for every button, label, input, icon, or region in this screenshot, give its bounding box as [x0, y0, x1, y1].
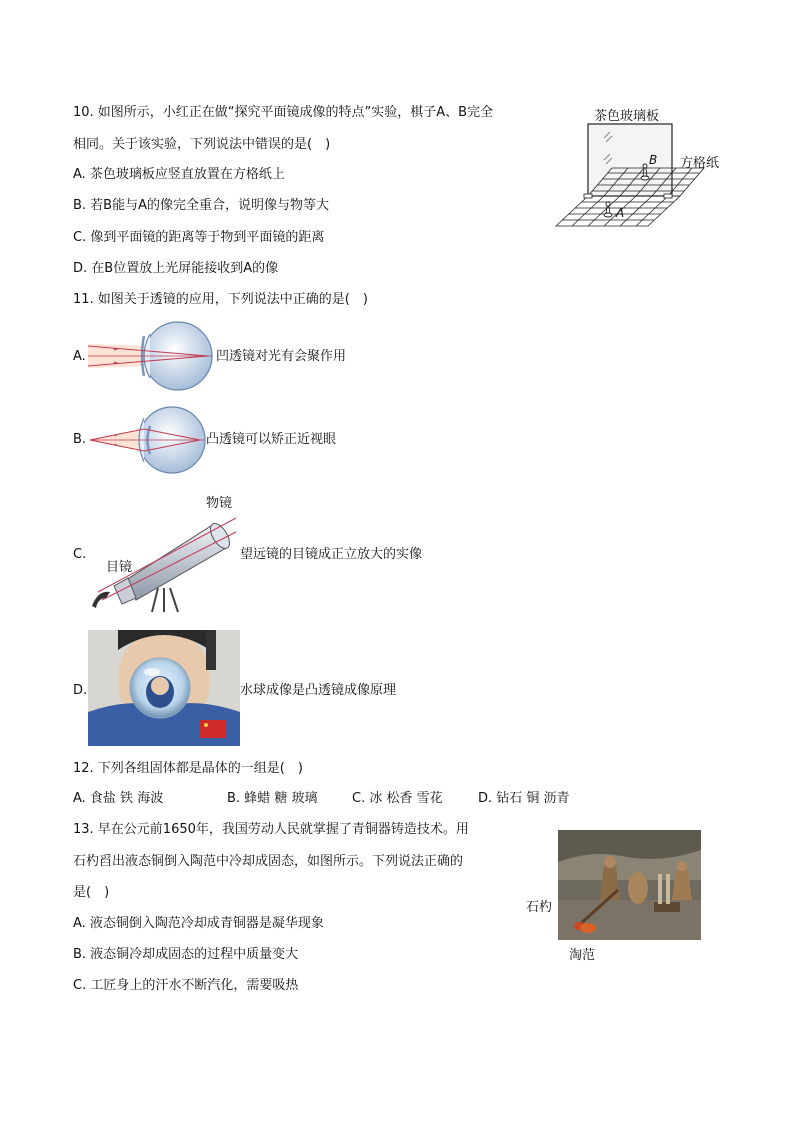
label-objective: 物镜	[206, 496, 233, 511]
q12-option-b[interactable]: B. 蜂蜡 糖 玻璃	[227, 791, 318, 806]
q10-option-a[interactable]: A. 茶色玻璃板应竖直放置在方格纸上	[73, 167, 285, 182]
mirror-diagram	[552, 102, 732, 232]
q10-stem-line1: 10. 如图所示，小红正在做“探究平面镜成像的特点”实验，棋子A、B完全	[73, 105, 494, 120]
q11-option-c-letter[interactable]: C.	[73, 547, 87, 562]
label-piece-a: A	[616, 206, 625, 220]
q11-option-b-text[interactable]: 凸透镜可以矫正近视眼	[206, 432, 337, 447]
q11-option-a-text[interactable]: 凹透镜对光有会聚作用	[216, 349, 347, 364]
q10-mirror-figure	[552, 102, 732, 232]
telescope-figure	[88, 488, 238, 616]
q12-option-d[interactable]: D. 钻石 铜 沥青	[478, 791, 570, 806]
q12-option-c[interactable]: C. 冰 松香 雪花	[352, 791, 443, 806]
telescope-diagram	[88, 488, 238, 616]
q12-stem: 12. 下列各组固体都是晶体的一组是( )	[73, 761, 303, 776]
q13-option-c[interactable]: C. 工匠身上的汗水不断汽化，需要吸热	[73, 978, 299, 993]
q11-option-a-letter[interactable]: A.	[73, 349, 86, 364]
q13-stem-line3: 是( )	[73, 885, 110, 900]
q11-stem: 11. 如图关于透镜的应用，下列说法中正确的是( )	[73, 292, 368, 307]
label-eyepiece: 目镜	[106, 560, 133, 575]
q12-option-a[interactable]: A. 食盐 铁 海波	[73, 791, 164, 806]
q11-option-d-letter[interactable]: D.	[73, 683, 88, 698]
q13-stem-line1: 13. 早在公元前1650年，我国劳动人民就掌握了青铜器铸造技术。用	[73, 822, 469, 837]
q11-option-b-letter[interactable]: B.	[73, 432, 87, 447]
q10-option-b[interactable]: B. 若B能与A的像完全重合，说明像与物等大	[73, 198, 329, 213]
q13-option-a[interactable]: A. 液态铜倒入陶范冷却成青铜器是凝华现象	[73, 916, 324, 931]
eye-convex-lens-diagram	[88, 404, 208, 474]
q10-option-d[interactable]: D. 在B位置放上光屏能接收到A的像	[73, 261, 279, 276]
label-stone-ladle: 石杓	[526, 900, 553, 915]
q10-stem-line2: 相同。关于该实验，下列说法中错误的是( )	[73, 137, 331, 152]
water-ball-photo	[88, 630, 240, 746]
label-piece-b: B	[649, 153, 658, 167]
q13-option-b[interactable]: B. 液态铜冷却成固态的过程中质量变大	[73, 947, 299, 962]
bronze-casting-photo	[558, 830, 701, 940]
label-glass-plate: 茶色玻璃板	[594, 109, 660, 124]
q11-option-c-text[interactable]: 望远镜的目镜成正立放大的实像	[240, 547, 423, 562]
q13-stem-line2: 石杓舀出液态铜倒入陶范中冷却成固态，如图所示。下列说法正确的	[73, 854, 464, 869]
q10-option-c[interactable]: C. 像到平面镜的距离等于物到平面镜的距离	[73, 230, 325, 245]
eye-concave-lens-diagram	[88, 320, 218, 392]
label-grid-paper: 方格纸	[680, 156, 720, 171]
q11-option-d-text[interactable]: 水球成像是凸透镜成像原理	[240, 683, 397, 698]
label-clay-mold: 淘范	[569, 948, 596, 963]
